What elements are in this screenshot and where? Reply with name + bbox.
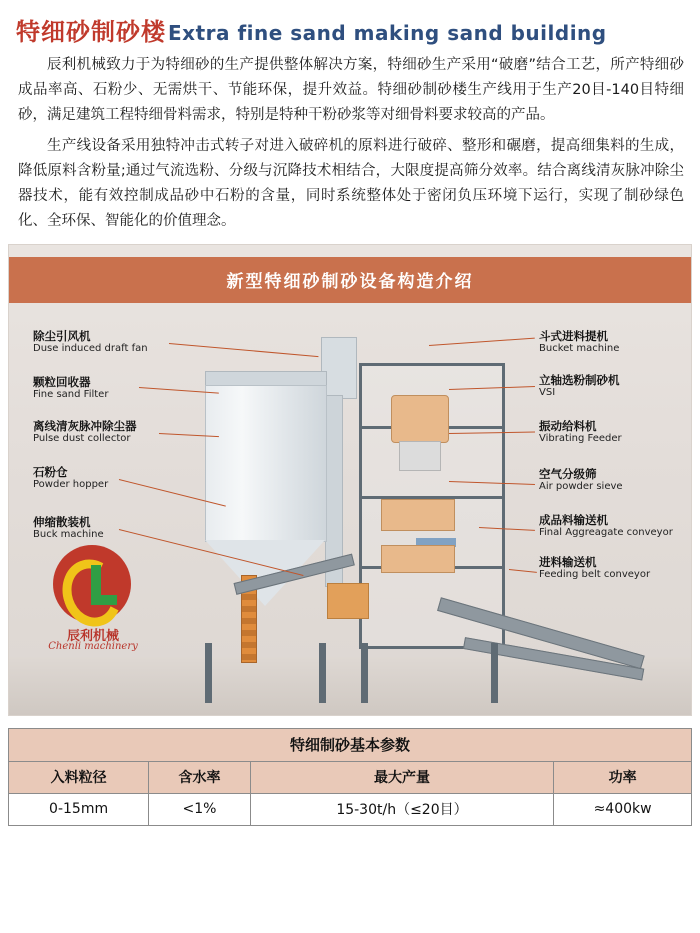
label-en: Bucket machine	[539, 342, 620, 354]
label-en: Powder hopper	[33, 478, 109, 490]
logo-company-en: Chenli machinery	[48, 640, 138, 652]
label-cn: 成品料输送机	[539, 512, 608, 527]
label-powder-hopper	[33, 465, 108, 492]
label-cn: 除尘引风机	[33, 328, 91, 343]
vibrating-feeder-shape	[399, 441, 441, 471]
logo-company-cn: 辰利机械	[66, 628, 119, 644]
table-header-cell-2: 含水率	[149, 761, 251, 793]
label-air-powder-sieve	[539, 467, 623, 494]
label-feeding-belt-conveyor	[539, 555, 650, 582]
label-en: Duse induced draft fan	[33, 342, 148, 354]
paragraph-2: 生产线设备采用独特冲击式转子对进入破碎机的原料进行破碎、整形和碾磨，提高细集料的生成，降低原料含粉量;通过气流选粉、分级与沉降技术相结合，大限度提高筛分效率。结合离线清灰脉冲除尘器技术，能有效控制成品砂中石粉的含量，同时系统整体处于密闭负压环境下运行，实现了制砂绿色化、全环保、智能化的价值理念。	[18, 137, 684, 229]
table-caption: 特细制砂基本参数	[9, 728, 692, 761]
table-header-cell-4: 功率	[554, 761, 692, 793]
label-bucket-machine	[539, 329, 619, 356]
label-cn: 离线清灰脉冲除尘器	[33, 418, 137, 433]
label-cn: 立轴选粉制砂机	[539, 372, 620, 387]
buck-machine-shape	[327, 583, 369, 619]
table-row	[9, 793, 692, 825]
pulse-dust-collector-body	[205, 385, 327, 542]
logo-l-glyph	[91, 565, 101, 605]
table-value-cell-2: <1%	[149, 793, 251, 825]
label-cn: 空气分级筛	[539, 466, 597, 481]
label-en: VSI	[539, 386, 556, 398]
support-leg-1	[205, 643, 212, 703]
table-caption-row	[9, 728, 692, 761]
air-powder-sieve-shape	[381, 499, 455, 531]
label-cn: 进料输送机	[539, 554, 597, 569]
label-en: Vibrating Feeder	[539, 432, 622, 444]
table-value-cell-1: 0-15mm	[9, 793, 149, 825]
label-en: Final Aggreagate conveyor	[539, 526, 673, 538]
vsi-machine-shape	[391, 395, 449, 443]
page-title-en: Extra fine sand making sand building	[168, 21, 607, 45]
label-buck-machine	[33, 515, 104, 542]
label-fine-sand-filter	[33, 375, 108, 402]
label-cn: 颗粒回收器	[33, 374, 91, 389]
company-logo	[43, 545, 153, 655]
label-en: Pulse dust collector	[33, 432, 131, 444]
support-leg-2	[319, 643, 326, 703]
label-en: Air powder sieve	[539, 480, 623, 492]
table-header-cell-1: 入料粒径	[9, 761, 149, 793]
table-value-cell-4: ≈400kw	[554, 793, 692, 825]
label-en: Buck machine	[33, 528, 104, 540]
screen-lower-shape	[381, 545, 455, 573]
table-value-cell-3: 15-30t/h（≤20目）	[250, 793, 553, 825]
support-leg-4	[491, 643, 498, 703]
label-cn: 伸缩散装机	[33, 514, 91, 529]
label-vsi	[539, 373, 620, 400]
equipment-diagram	[8, 244, 692, 716]
support-leg-3	[361, 643, 368, 703]
label-vibrating-feeder	[539, 419, 622, 446]
page-title-cn: 特细砂制砂楼	[16, 18, 166, 46]
label-cn: 振动给料机	[539, 418, 597, 433]
table-header-cell-3: 最大产量	[250, 761, 553, 793]
table-header-row	[9, 761, 692, 793]
page-title	[0, 0, 700, 47]
label-en: Fine sand Filter	[33, 388, 109, 400]
label-cn: 石粉仓	[33, 464, 68, 479]
label-cn: 斗式进料提机	[539, 328, 608, 343]
paragraph-1: 辰利机械致力于为特细砂的生产提供整体解决方案，特细砂生产采用“破磨”结合工艺，所产特细砂成品率高、石粉少、无需烘干、节能环保，提升效益。特细砂制砂楼生产线用于生产20目-140目特细砂，满足建筑工程特细骨料需求，特别是特种干粉砂浆等对细骨料要求较高的产品。	[18, 57, 684, 123]
diagram-banner-label: 新型特细砂制砂设备构造介绍	[226, 272, 474, 293]
label-en: Feeding belt conveyor	[539, 568, 651, 580]
label-dust-induced-draft-fan	[33, 329, 148, 356]
parameters-table	[8, 728, 692, 826]
body-text	[0, 47, 700, 234]
label-final-aggregate-conveyor	[539, 513, 673, 540]
label-pulse-dust-collector	[33, 419, 137, 446]
